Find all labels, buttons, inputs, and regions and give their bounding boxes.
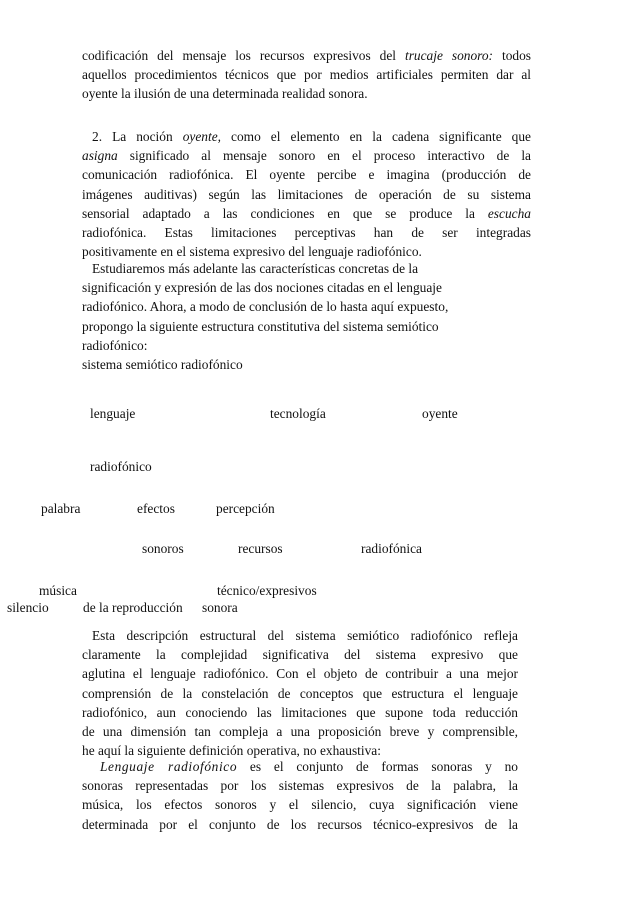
- scheme-radiofonico: radiofónico: [90, 459, 152, 474]
- scheme-radiofonica: radiofónica: [361, 541, 422, 556]
- text-line: radiofónico:: [82, 337, 148, 353]
- text-line: radiofónica. Estas limitaciones perceptivas han de ser integradas: [82, 225, 531, 241]
- point-2-paragraph: [82, 127, 531, 261]
- text-line: sensorial adaptado a las condiciones en que se produce la escucha: [82, 205, 531, 221]
- text-line: determinada por el conjunto de los recursos técnico-expresivos de la: [82, 816, 518, 832]
- text-line: Estudiaremos más adelante las características concretas de la: [92, 261, 419, 276]
- scheme-silencio: silencio: [7, 600, 49, 615]
- text-line: propongo la siguiente estructura constitutiva del sistema semiótico: [82, 318, 439, 334]
- text-line: imágenes auditivas) según las limitaciones de operación de su sistema: [82, 186, 531, 202]
- text-line: he aquí la siguiente definición operativa, no exhaustiva:: [82, 743, 381, 759]
- scheme-sonoros: sonoros: [142, 541, 184, 556]
- study-paragraph: [82, 259, 522, 355]
- scheme-title: sistema semiótico radiofónico: [82, 357, 243, 372]
- text-line: comprensión de la constelación de conceptos que estructura el lenguaje: [82, 685, 518, 701]
- text-line: radiofónico, aun conociendo las limitaciones que supone toda reducción: [82, 704, 518, 720]
- text-line: codificación del mensaje los recursos expresivos del trucaje sonoro: todos: [82, 48, 532, 63]
- text-line: aglutina el lenguaje radiofónico. Con el objeto de contribuir a una mejor: [82, 666, 518, 682]
- scheme-tecnico-expresivos: técnico/expresivos: [217, 583, 317, 598]
- text-line: oyente la ilusión de una determinada realidad sonora.: [82, 86, 368, 102]
- intro-paragraph: [82, 46, 531, 104]
- scheme-palabra: palabra: [41, 501, 81, 516]
- text-line: radiofónico. Ahora, a modo de conclusión de lo hasta aquí expuesto,: [82, 299, 449, 315]
- scheme-tecnologia: tecnología: [270, 406, 326, 421]
- italic-term: asigna: [82, 148, 118, 164]
- scheme-oyente: oyente: [422, 406, 458, 421]
- text-line: positivamente en el sistema expresivo del lenguaje radiofónico.: [82, 244, 422, 260]
- definition-term: Lenguaje radiofónico: [100, 759, 238, 774]
- scheme-sonora: sonora: [202, 600, 238, 615]
- text-line: Esta descripción estructural del sistema semiótico radiofónico refleja: [92, 628, 518, 643]
- text-line: significación y expresión de las dos nociones citadas en el lenguaje: [82, 280, 442, 296]
- italic-term: escucha: [487, 205, 531, 221]
- scheme-percepcion: percepción: [216, 501, 275, 516]
- scheme-de-la-reproduccion: de la reproducción: [83, 600, 183, 615]
- text-line: 2. La noción oyente, como el elemento en la cadena significante que: [92, 129, 531, 144]
- italic-term: oyente,: [182, 129, 221, 144]
- text-line: comunicación radiofónica. El oyente percibe e imagina (producción de: [82, 167, 531, 183]
- text-line: de una dimensión tan compleja a una proposición breve y comprensible,: [82, 724, 518, 740]
- text-line: música, los efectos sonoros y el silencio, cuya significación viene: [82, 797, 518, 813]
- text-line: asigna significado al mensaje sonoro en el proceso interactivo de la: [82, 148, 531, 164]
- italic-term: trucaje sonoro:: [404, 48, 494, 63]
- scheme-musica: música: [39, 583, 77, 598]
- text-line: claramente la complejidad significativa del sistema expresivo que: [82, 647, 518, 663]
- text-line: aquellos procedimientos técnicos que por medios artificiales permiten dar al: [82, 67, 531, 83]
- scheme-recursos: recursos: [238, 541, 283, 556]
- text-line: sonoras representadas por los sistemas expresivos de la palabra, la: [82, 778, 518, 794]
- definition-paragraph: [82, 757, 518, 834]
- scheme-lenguaje: lenguaje: [90, 406, 136, 421]
- scheme-efectos: efectos: [137, 501, 175, 516]
- description-paragraph: [82, 626, 518, 760]
- text-line: Lenguaje radiofónico es el conjunto de formas sonoras y no: [100, 759, 519, 774]
